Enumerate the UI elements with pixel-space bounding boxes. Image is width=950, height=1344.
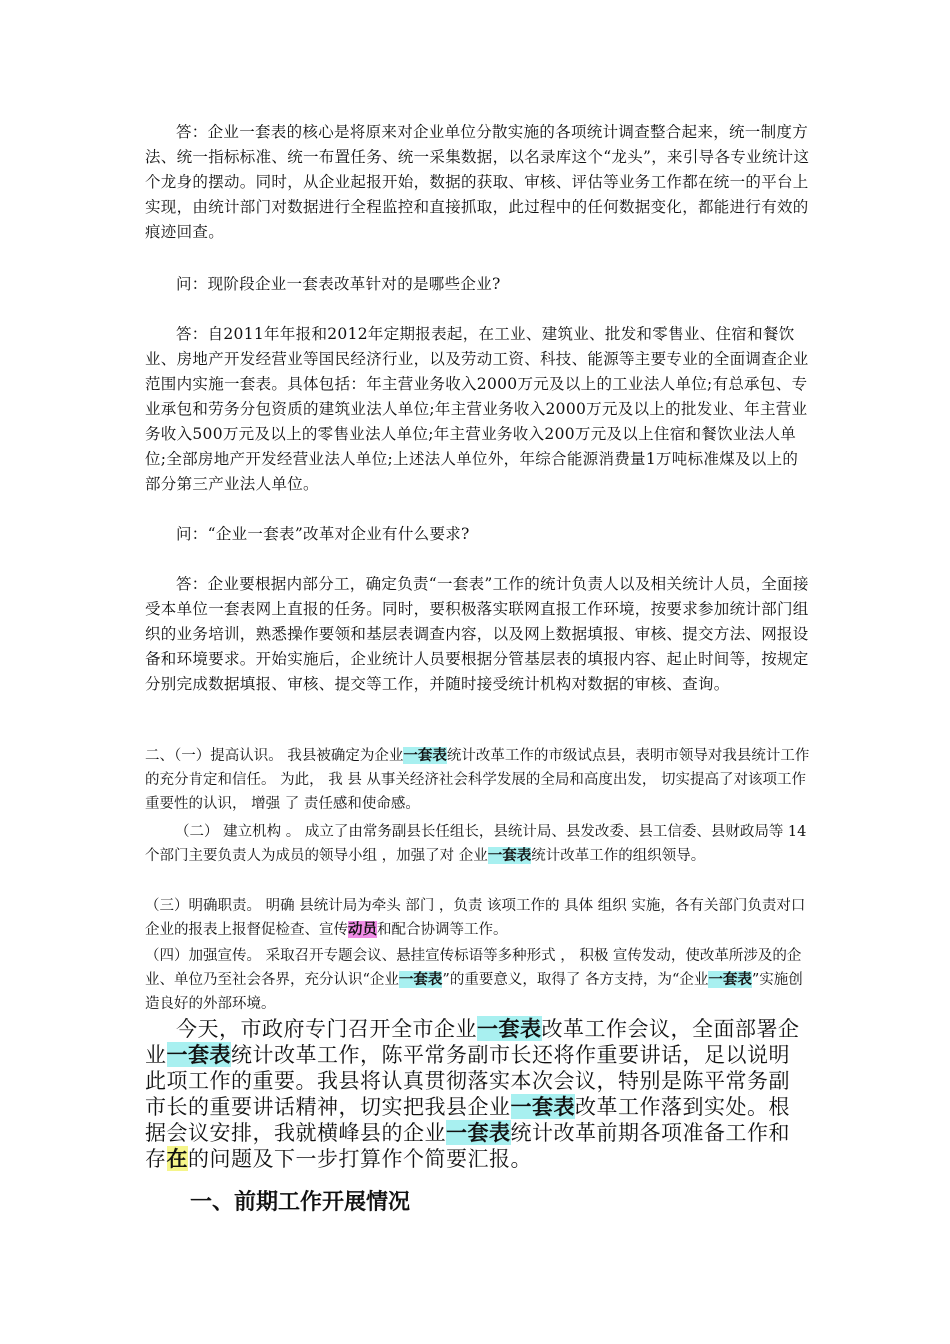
section-heading: 一、前期工作开展情况 [190,1189,411,1215]
highlighted-term: 一套表 [487,847,532,864]
highlighted-term: 在 [166,1146,188,1171]
highlighted-term: 一套表 [398,971,443,988]
text-run: （四）加强宣传。 采取召开专题会议、悬挂宣传标语等多种形式 ， 积极 宣传发动，使改革所涉及的企业、单位乃至社会各界，充分认识“企业 [145,948,802,988]
text-run: （三）明确职责。 明确 县统计局为牵头 部门 ，负责 该项工作的 具体 组织 实施，各有关部门负责对口企业的报表上报督促检查、宣传 [145,898,806,938]
highlighted-term: 一套表 [477,1016,542,1041]
question-paragraph-2: 问：现阶段企业一套表改革针对的是哪些企业? [176,275,501,293]
section2-item-1 [145,744,810,816]
text-run: 改革工作会议，全面部署企业 [145,1017,800,1067]
text-run: 的问题及下一步打算作个简要汇报。 [188,1147,532,1171]
highlighted-term: 动员 [348,921,377,938]
highlighted-term: 一套表 [403,747,447,764]
text-run: ”实施创造良好的外部环境。 [145,972,803,1012]
text-run: 今天，市政府专门召开全市企业 [176,1017,477,1041]
text-run: 改革工作落到实处。根据会议安排，我就横峰县的企业 [145,1095,790,1145]
text-run: 二、（一）提高认识。 我县被确定为企业 [145,748,404,764]
speech-paragraph [145,1016,805,1172]
text-run: 统计改革工作，陈平常务副市长还将作重要讲话，足以说明此项工作的重要。我县将认真贯彻落实本次会议，特别是陈平常务副市长的重要讲话精神，切实把我县企业 [145,1043,790,1119]
text-run: 统计改革工作的组织领导。 [531,848,706,864]
answer-paragraph-3: 答：企业要根据内部分工，确定负责“一套表”工作的统计负责人以及相关统计人员，全面接受本单位一套表网上直报的任务。同时，要积极落实联网直报工作环境，按要求参加统计部门组织的业务培训，熟悉操作要领和基层表调查内容，以及网上数据填报、审核、提交方法、网报设备和环境要求。开始实施后，企业统计人员要根据分管基层表的填报内容、起止时间等，按规定分别完成数据填报、审核、提交等工作，并随时接受统计机构对数据的审核、查询。 [145,575,809,693]
answer-paragraph-2: 答：自2011年年报和2012年定期报表起，在工业、建筑业、批发和零售业、住宿和餐饮业、房地产开发经营业等国民经济行业，以及劳动工资、科技、能源等主要专业的全面调查企业范围内实施一套表。具体包括：年主营业务收入2000万元及以上的工业法人单位;有总承包、专业承包和劳务分包资质的建筑业法人单位;年主营业务收入2000万元及以上的批发业、年主营业务收入500万元及以上的零售业法人单位;年主营业务收入200万元及以上住宿和餐饮业法人单位;全部房地产开发经营业法人单位;上述法人单位外，年综合能源消费量1万吨标准煤及以上的部分第三产业法人单位。 [145,325,809,493]
highlighted-term: 一套表 [166,1042,231,1067]
section2-item-4 [145,944,810,1016]
text-run: （二） 建立机构 。 成立了由常务副县长任组长，县统计局、县发改委、县工信委、县财政局等 14 个部门主要负责人为成员的领导小组 ，加强了对 企业 [145,824,807,864]
answer-paragraph-1: 答：企业一套表的核心是将原来对企业单位分散实施的各项统计调查整合起来，统一制度方法、统一指标标准、统一布置任务、统一采集数据，以名录库这个“龙头”，来引导各专业统计这个龙身的摆动。同时，从企业起报开始，数据的获取、审核、评估等业务工作都在统一的平台上实现，由统计部门对数据进行全程监控和直接抓取，此过程中的任何数据变化，都能进行有效的痕迹回查。 [145,123,810,241]
text-run: ”的重要意义，取得了 各方支持，为“企业 [442,972,709,988]
section2-item-3 [145,894,810,942]
section2-item-2 [145,820,810,868]
text-run: 统计改革工作的市级试点县，表明市领导对我县统计工作的充分肯定和信任。 为此， 我 县 从事关经济社会科学发展的全局和高度出发， 切实提高了对该项工作重要性的认识， 增强 了 责任感和使命感。 [145,748,810,812]
highlighted-term: 一套表 [708,971,752,988]
question-paragraph-3: 问：“企业一套表”改革对企业有什么要求? [176,525,470,543]
highlighted-term: 一套表 [510,1094,575,1119]
text-run: 和配合协调等工作。 [377,922,508,938]
highlighted-term: 一套表 [446,1120,511,1145]
text-run: 统计改革前期各项准备工作和存 [145,1121,790,1171]
